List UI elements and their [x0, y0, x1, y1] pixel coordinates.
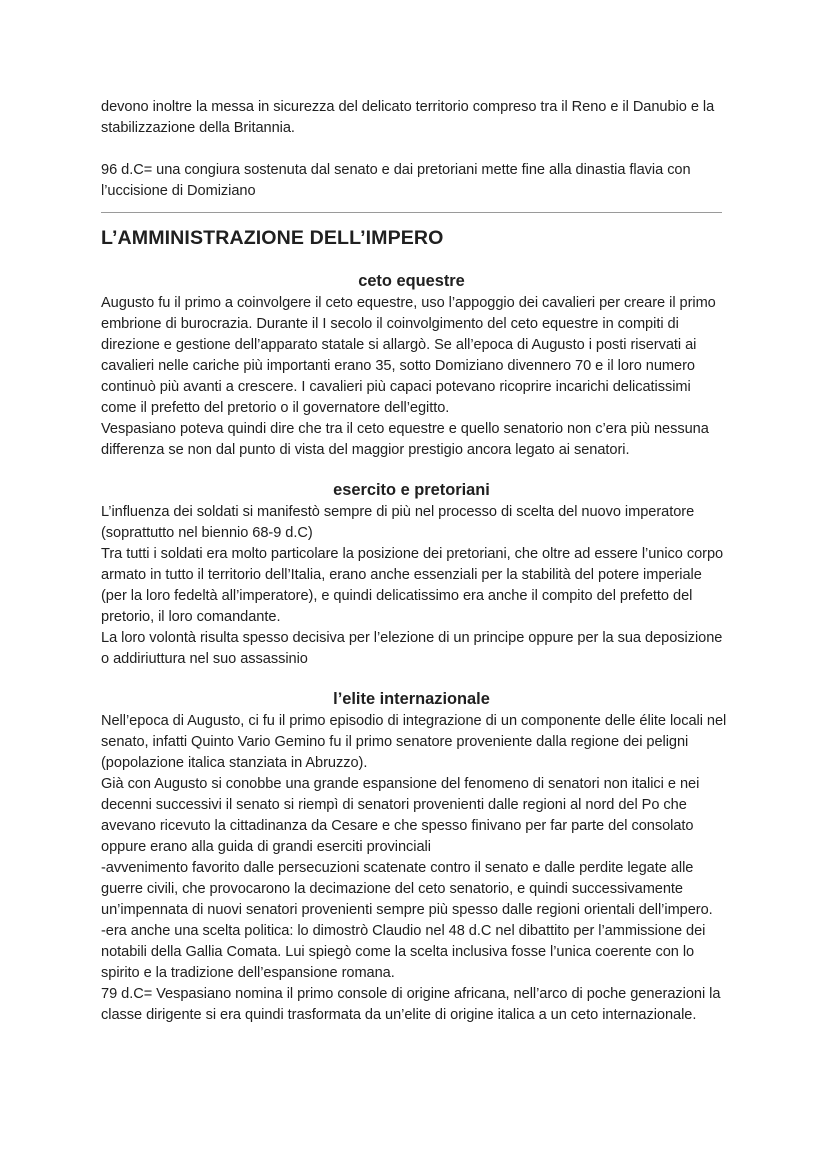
- main-heading: L’AMMINISTRAZIONE DELL’IMPERO: [101, 227, 444, 249]
- section-elite-internazionale: [101, 688, 729, 1026]
- intro-paragraph-1: devono inoltre la messa in sicurezza del delicato territorio compreso tra il Reno e il Danubio e la stabilizzazione della Britannia.: [101, 99, 715, 136]
- section-esercito-pretoriani: [101, 479, 729, 670]
- horizontal-rule: [101, 212, 722, 213]
- section-paragraph: Già con Augusto si conobbe una grande espansione del fenomeno di senatori non italici e nei decenni successivi il senato si riempì di senatori provenienti dalle regioni al nord del Po che avevano ricevuto la cittadinanza da Cesare e che spesso finivano per far parte del consolato oppure erano alla guida di grandi eserciti provinciali: [101, 776, 700, 855]
- section-paragraph: -era anche una scelta politica: lo dimostrò Claudio nel 48 d.C nel dibattito per l’ammissione dei notabili della Gallia Comata. Lui spiegò come la scelta inclusiva fosse l’unica coerente con lo spirito e la tradizione dell’espansione romana.: [101, 923, 706, 981]
- intro-paragraph-2: 96 d.C= una congiura sostenuta dal senato e dai pretoriani mette fine alla dinastia flavia con l’uccisione di Domiziano: [101, 162, 691, 199]
- section-paragraph: 79 d.C= Vespasiano nomina il primo console di origine africana, nell’arco di poche generazioni la classe dirigente si era quindi trasformata da un’elite di origine italica a un ceto internazionale.: [101, 986, 721, 1023]
- section-title: ceto equestre: [358, 272, 465, 290]
- section-ceto-equestre: [101, 270, 729, 461]
- section-title: l’elite internazionale: [333, 690, 490, 708]
- page-content: [101, 97, 729, 1026]
- section-paragraph: -avvenimento favorito dalle persecuzioni scatenate contro il senato e dalle perdite legate alle guerre civili, che provocarono la decimazione del ceto senatorio, e quindi successivamente un’impennata di nuovi senatori provenienti sempre più spesso dalle regioni orientali dell’impero.: [101, 860, 713, 918]
- section-paragraph: Vespasiano poteva quindi dire che tra il ceto equestre e quello senatorio non c’era più nessuna differenza se non dal punto di vista del maggior prestigio ancora legato ai senatori.: [101, 421, 709, 458]
- section-paragraph: Augusto fu il primo a coinvolgere il ceto equestre, uso l’appoggio dei cavalieri per creare il primo embrione di burocrazia. Durante il I secolo il coinvolgimento del ceto equestre in compiti di direzione e gestione dell’apparato statale si allargò. Se all’epoca di Augusto i posti riservati ai cavalieri nelle cariche più importanti erano 35, sotto Domiziano divennero 70 e il loro numero continuò più avanti a crescere. I cavalieri più capaci potevano ricoprire incarichi delicatissimi come il prefetto del pretorio o il governatore dell’egitto.: [101, 295, 716, 416]
- section-paragraph: Tra tutti i soldati era molto particolare la posizione dei pretoriani, che oltre ad essere l’unico corpo armato in tutto il territorio dell’Italia, erano anche essenziali per la stabilità del potere imperiale (per la loro fedeltà all’imperatore), e quindi delicatissimo era anche il compito del prefetto del pretorio, il loro comandante.: [101, 546, 724, 625]
- section-paragraph: L’influenza dei soldati si manifestò sempre di più nel processo di scelta del nuovo imperatore (soprattutto nel biennio 68-9 d.C): [101, 504, 695, 541]
- section-title: esercito e pretoriani: [333, 481, 490, 499]
- section-paragraph: Nell’epoca di Augusto, ci fu il primo episodio di integrazione di un componente delle élite locali nel senato, infatti Quinto Vario Gemino fu il primo senatore proveniente dalla regione dei peligni (popolazione italica stanziata in Abruzzo).: [101, 713, 727, 771]
- section-paragraph: La loro volontà risulta spesso decisiva per l’elezione di un principe oppure per la sua deposizione o addiriuttura nel suo assassinio: [101, 630, 723, 667]
